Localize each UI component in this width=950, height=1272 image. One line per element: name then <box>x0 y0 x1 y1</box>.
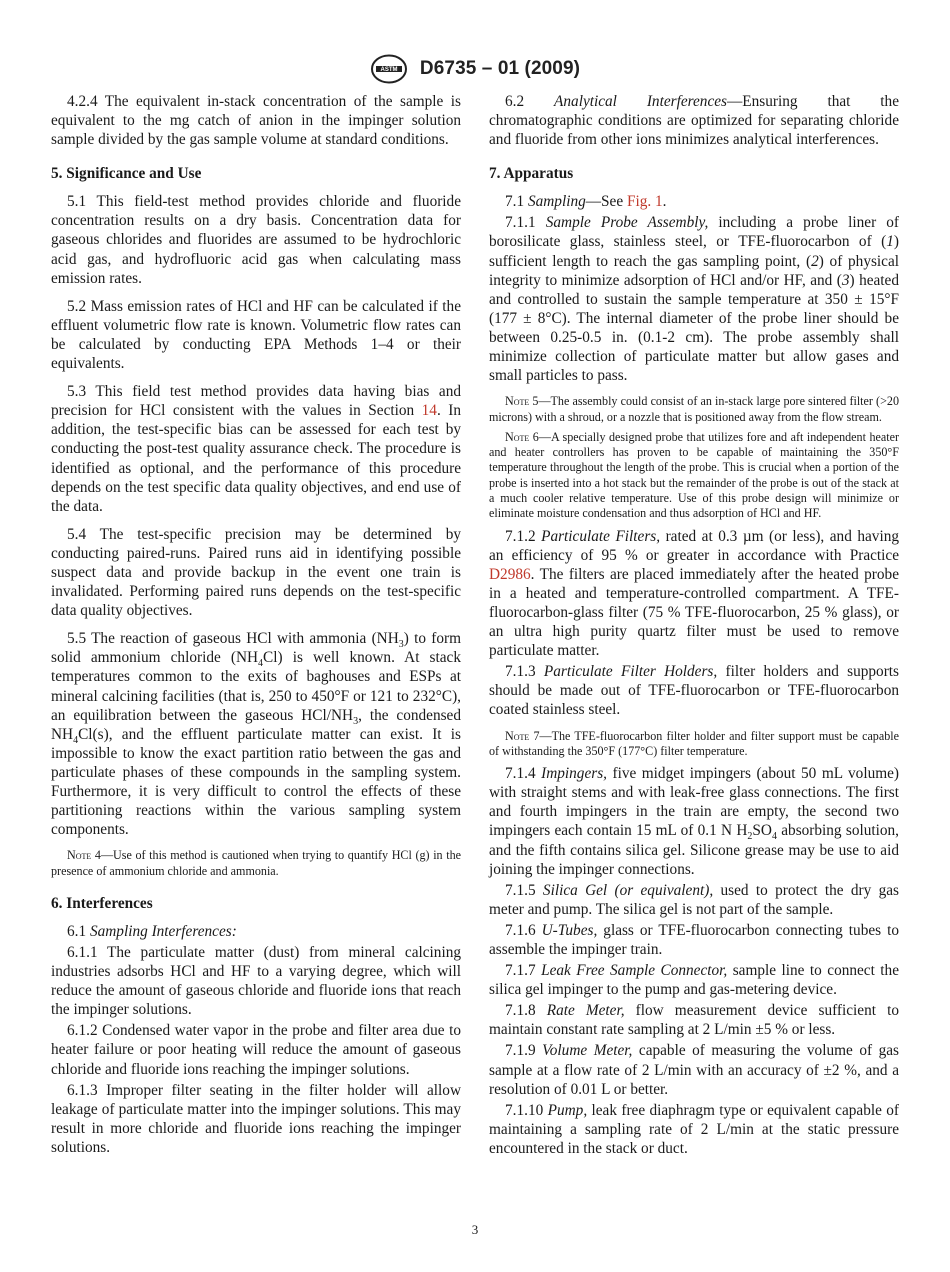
para-7-1-2: 7.1.2 Particulate Filters, rated at 0.3 µm (or less), and having an efficiency of 95 % or greater in accordance with Practice D2986. The filters are placed immediately after the heated probe in a heated and temperature-controlled compartment. A TFE-fluorocarbon-glass filter (75 % TFE-fluorocarbon, 25 % glass), or an ultra high purity quartz filter must be used to remove particulate matter. <box>489 527 899 660</box>
left-column <box>51 92 461 1159</box>
para-5-4: 5.4 The test-specific precision may be determined by conducting paired-runs. Paired runs aid in identifying possible suspect data and provide backup in the event one train is invalidated. Performing paired runs depends on the test-specific data quality objectives. <box>51 525 461 620</box>
para-7-1-3: 7.1.3 Particulate Filter Holders, filter holders and supports should be made out of TFE-fluorocarbon or TFE-fluorocarbon coated stainless steel. <box>489 663 899 719</box>
note-5: Note 5—The assembly could consist of an in-stack large pore sintered filter (>20 microns) with a shroud, or a nozzle that is positioned away from the flow stream. <box>489 394 899 424</box>
section-5-title: 5. Significance and Use <box>51 165 202 183</box>
para-4-2-4: 4.2.4 The equivalent in-stack concentration of the sample is equivalent to the mg catch of anion in the impinger solution sample divided by the gas sample volume at standard conditions. <box>51 93 461 149</box>
para-7-1-7: 7.1.7 Leak Free Sample Connector, sample line to connect the silica gel impinger to the pump and gas-metering device. <box>489 962 899 999</box>
para-5-3: 5.3 This field test method provides data having bias and precision for HCl consistent with the values in Section 14. In addition, the test-specific bias can be assessed for each test by conducting the post-test quality assurance check. The procedure is identified as optional, and the performance of this procedure depends on the test specific data quality objectives, and end use of the data. <box>51 383 461 515</box>
para-7-1-9: 7.1.9 Volume Meter, capable of measuring the volume of gas sample at a flow rate of 2 L/min with an accuracy of ±2 %, and a resolution of 0.01 L or better. <box>489 1042 899 1098</box>
para-5-1: 5.1 This field-test method provides chloride and fluoride concentration results on a dry basis. Concentration data for gaseous chlorides and fluorides are assumed to be hydrochloric acid gas, and hydrofluoric acid gas when calculating mass emission rates. <box>51 193 461 287</box>
fig-1-link[interactable]: Fig. 1 <box>626 193 663 211</box>
note-4: Note 4—Use of this method is cautioned when trying to quantify HCl (g) in the presence of ammonium chloride and ammonia. <box>51 848 461 878</box>
para-6-1-3: 6.1.3 Improper filter seating in the filter holder will allow leakage of particulate matter into the impinger solutions. This may result in more chloride and fluoride ions reaching the impinger solutions. <box>51 1081 461 1156</box>
para-7-1-10: 7.1.10 Pump, leak free diaphragm type or equivalent capable of maintaining a sampling rate of 2 L/min at the static pressure encountered in the stack or duct. <box>489 1101 899 1157</box>
para-6-1: 6.1 Sampling Interferences: <box>67 922 237 940</box>
page-header <box>0 54 950 84</box>
svg-text:ASTM: ASTM <box>380 67 398 73</box>
document-id: D6735 – 01 (2009) <box>419 58 581 79</box>
d2986-link[interactable]: D2986 <box>489 565 531 583</box>
astm-logo-icon <box>370 54 408 84</box>
right-column <box>489 92 899 1160</box>
para-7-1-5: 7.1.5 Silica Gel (or equivalent), used to protect the dry gas meter and pump. The silica gel is not part of the sample. <box>489 881 899 918</box>
note-6: Note 6—A specially designed probe that utilizes fore and aft independent heater and heater controllers has proven to be capable of maintaining the 350°F temperature throughout the length of the probe. This is crucial when a portion of the probe is inserted into a hot stack but the remainder of the probe is out of the stack at a much cooler relative temperature. Use of this probe design will minimize or eliminate moisture condensation and thus adsorption of HCl and HF. <box>489 429 899 521</box>
section-7-title: 7. Apparatus <box>489 165 574 183</box>
para-7-1-8: 7.1.8 Rate Meter, flow measurement device sufficient to maintain constant rate sampling at 2 L/min ±5 % or less. <box>489 1002 900 1039</box>
para-6-2: 6.2 Analytical Interferences—Ensuring that the chromatographic conditions are optimized for separating chloride and fluoride from other ions minimizes analytical interferences. <box>489 93 899 149</box>
para-7-1-4: 7.1.4 Impingers, five midget impingers (about 50 mL volume) with straight stems and with leak-free glass connections. The first and fourth impingers in the train are empty, the second two impingers each contain 15 mL of 0.1 N $H_2SO_4$ absorbing solution, and the fifth contains silica gel. Silicone grease may be use to aid joining the impinger connections. <box>489 765 899 878</box>
para-6-1-1: 6.1.1 The particulate matter (dust) from mineral calcining industries adsorbs HCl and HF to a varying degree, which will reduce the amount of gaseous chloride and fluoride ions that reach the impinger solutions. <box>51 943 461 1019</box>
para-5-2: 5.2 Mass emission rates of HCl and HF can be calculated if the effluent volumetric flow rate is known. Volumetric flow rates can be calculated by conducting EPA Methods 1–4 or their equivalents. <box>51 297 461 373</box>
page-number: 3 <box>471 1222 479 1237</box>
section-6-title: 6. Interferences <box>51 894 153 912</box>
para-6-1-2: 6.1.2 Condensed water vapor in the probe and filter area due to heater failure or poor heating will reduce the amount of gaseous chloride and fluoride ions reaching the impinger solutions. <box>51 1022 461 1078</box>
note-7: Note 7—The TFE-fluorocarbon filter holder and filter support must be capable of withstanding the 350°F (177°C) filter temperature. <box>489 728 899 758</box>
para-7-1: 7.1 Sampling—See Fig. 1. <box>505 193 667 211</box>
para-7-1-1: 7.1.1 Sample Probe Assembly, including a probe liner of borosilicate glass, stainless steel, or TFE-fluorocarbon of (1) sufficient length to reach the gas sampling point, (2) of physical integrity to minimize adsorption of HCl and/or HF, and (3) heated and controlled to sustain the sample temperature at 350 ± 15°F (177 ± 8°C). The internal diameter of the probe liner should be between 0.25-0.5 in. (0.1-2 cm). The probe assembly shall minimize collection of particulate matter but allow gases and small particles to pass. <box>489 214 900 385</box>
para-5-5: 5.5 The reaction of gaseous HCl with ammonia $(NH_3)$ to form solid ammonium chloride $(NH_4Cl)$ is well known. At stack temperatures common to the exits of baghouses and ESPs at mineral calcining facilities (that is, 250 to 450°F or 121 to 232°C), an equilibration between the gaseous HCl/$NH_3$, the condensed $NH_4Cl(s)$, and the effluent particulate matter can exist. It is impossible to know the exact partition ratio between the gas and particulate phases of these compounds in the sampling system. Furthermore, it is very difficult to control the effects of these partitioning reactions within the various sampling system components. <box>51 630 461 839</box>
section-14-link[interactable]: 14 <box>421 402 437 420</box>
para-7-1-6: 7.1.6 U-Tubes, glass or TFE-fluorocarbon connecting tubes to assemble the impinger train. <box>489 921 899 958</box>
